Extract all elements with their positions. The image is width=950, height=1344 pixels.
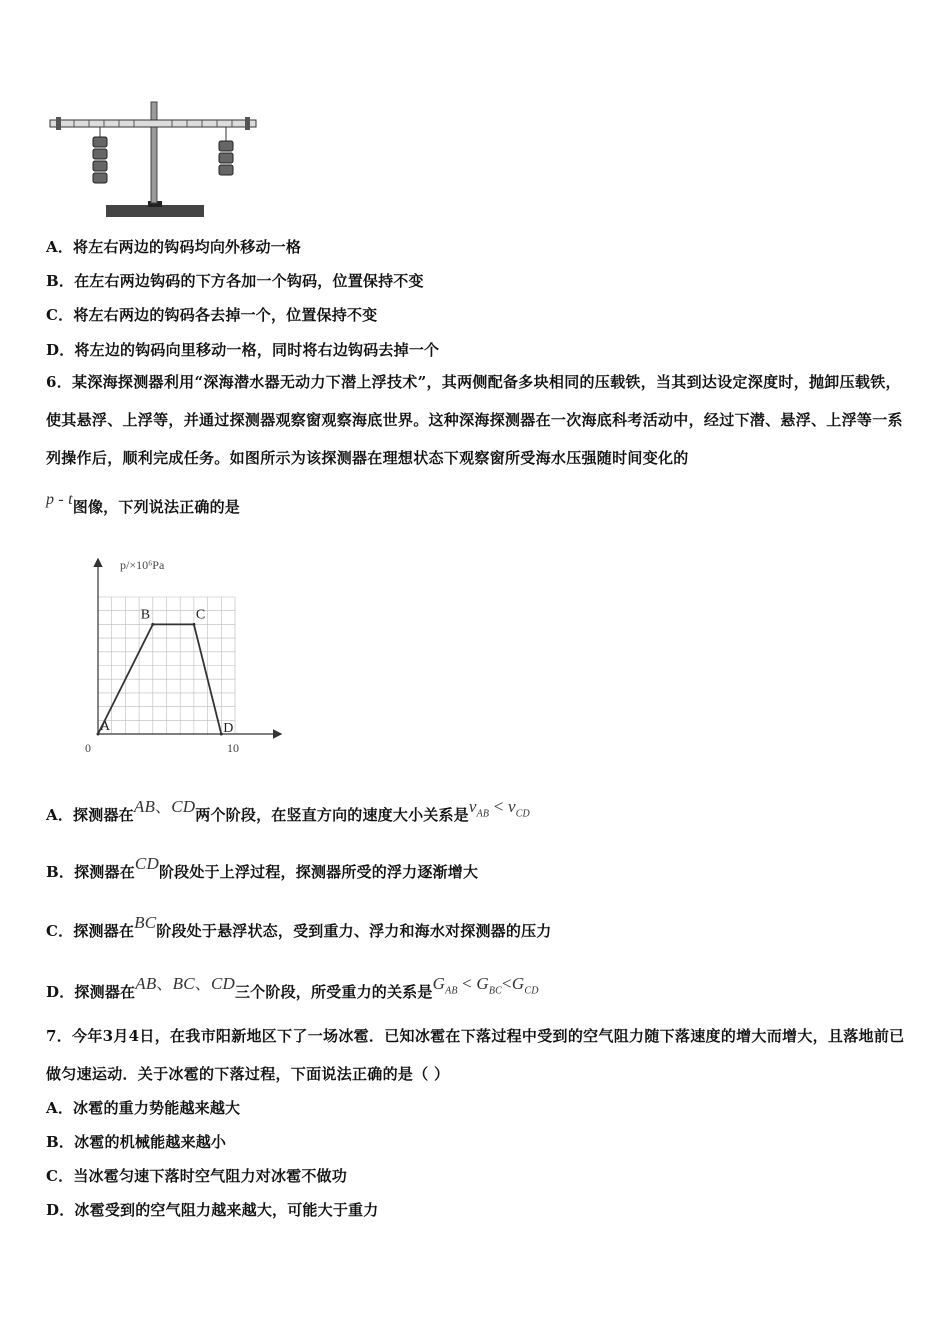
q5-option-b[interactable]: B．在左右两边钩码的下方各加一个钩码，位置保持不变: [46, 272, 424, 290]
q7-option-a[interactable]: A．冰雹的重力势能越来越大: [46, 1099, 241, 1117]
pt-label: p - t: [46, 491, 73, 508]
q7-option-b[interactable]: B．冰雹的机械能越来越小: [46, 1133, 227, 1151]
q6-stem-tail: p - t图像，下列说法正确的是: [46, 491, 240, 516]
x-tick-label-10: 10: [227, 741, 239, 755]
y-axis-label: p/×10⁶Pa: [120, 558, 165, 572]
point-label-b: B: [140, 607, 151, 623]
data-point-b: [151, 623, 154, 626]
q6-option-c[interactable]: C．探测器在BC阶段处于悬浮状态，受到重力、浮力和海水对探测器的压力: [46, 913, 552, 940]
q6-stem: 6．某深海探测器利用“深海潜水器无动力下潜上浮技术”，其两侧配备多块相同的压载铁，当其到达设定深度时，抛卸压载铁，使其悬浮、上浮等，并通过探测器观察窗观察海底世界。这种深海探测器在一次海底科考活动中，经过下潜、悬浮、上浮等一系列操作后，顺利完成任务。如图所示为该探测器在理想状态下观察窗所受海水压强随时间变化的: [46, 373, 903, 467]
q5-option-d[interactable]: D．将左边的钩码向里移动一格，同时将右边钩码去掉一个: [46, 341, 440, 359]
q6-option-b[interactable]: B．探测器在CD阶段处于上浮过程，探测器所受的浮力逐渐增大: [46, 854, 479, 881]
point-label-c: C: [195, 607, 206, 623]
q6-option-a[interactable]: A．探测器在AB、CD两个阶段，在竖直方向的速度大小关系是$v_{AB} < v_{CD}$: [46, 797, 530, 824]
lever-balance-figure: [44, 100, 262, 224]
x-tick-label-0: 0: [85, 741, 91, 755]
q7-option-c[interactable]: C．当冰雹匀速下落时空气阻力对冰雹不做功: [46, 1167, 347, 1185]
point-label-d: D: [223, 721, 234, 736]
q7-option-d[interactable]: D．冰雹受到的空气阻力越来越大，可能大于重力: [46, 1201, 379, 1219]
q5-option-c[interactable]: C．将左右两边的钩码各去掉一个，位置保持不变: [46, 306, 378, 324]
pressure-time-chart: [80, 552, 290, 762]
q7-stem: 7．今年3月4日，在我市阳新地区下了一场冰雹．已知冰雹在下落过程中受到的空气阻力随下落速度的增大而增大，且落地前已做匀速运动．关于冰雹的下落过程，下面说法正确的是（ ）: [46, 1027, 905, 1083]
q5-option-a[interactable]: A．将左右两边的钩码均向外移动一格: [46, 238, 302, 256]
data-point-c: [192, 623, 195, 626]
point-label-a: A: [100, 719, 111, 734]
q6-option-d[interactable]: D．探测器在AB、BC、CD三个阶段，所受重力的关系是$G_{AB} < G_{BC}<G_{CD}$: [46, 974, 539, 1001]
chart-grid: [98, 597, 235, 734]
